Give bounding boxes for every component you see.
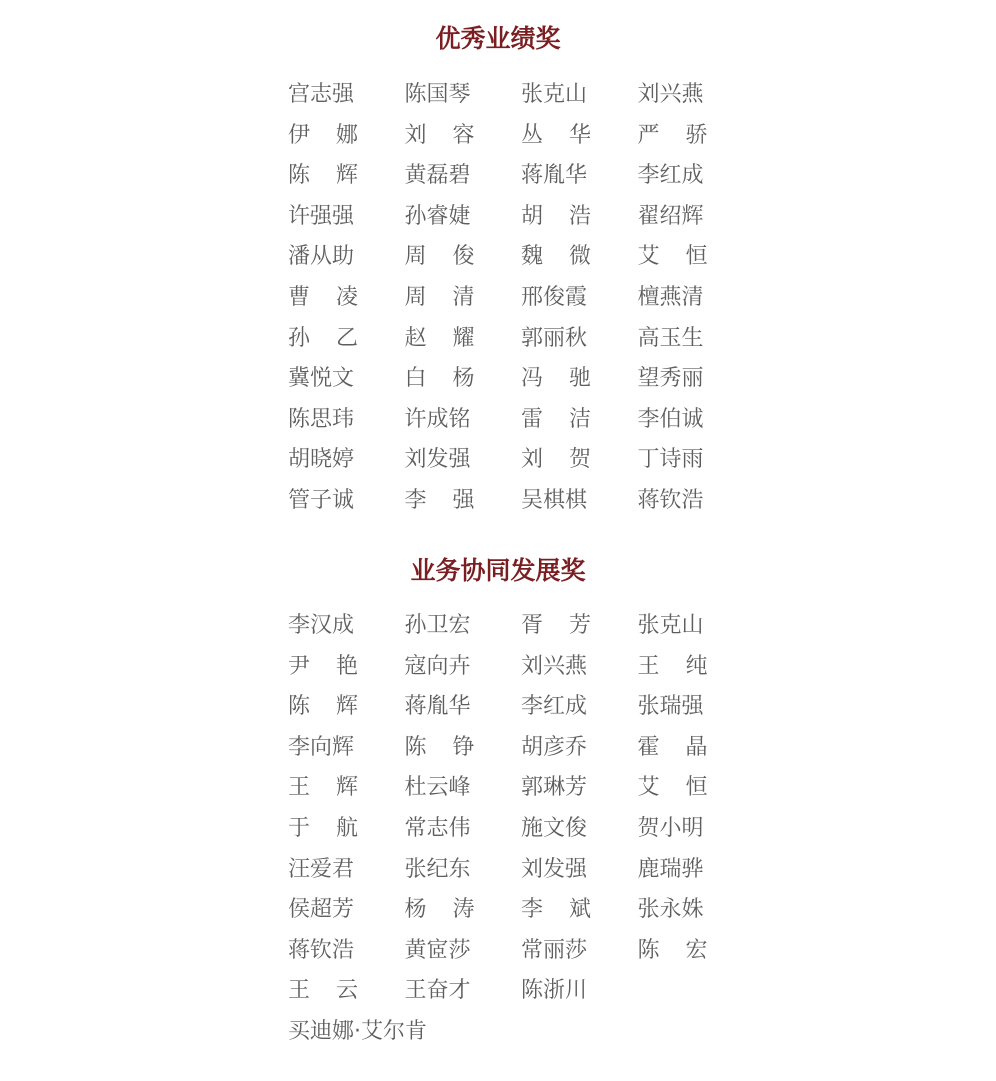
winner-name: 蒋钦浩 [637,487,704,513]
winner-name: 雷 洁 [521,406,591,432]
winner-name: 陈国琴 [404,82,471,107]
winner-name: 严 骄 [637,122,708,148]
winner-name: 胡彦乔 [521,734,588,760]
winner-name: 买迪娜·艾尔肯 [288,1018,427,1044]
winner-name: 高玉生 [637,325,704,351]
winner-name: 丁诗雨 [637,447,704,473]
winner-name: 魏 微 [521,244,591,270]
winner-name: 伊 娜 [288,122,358,148]
winner-name: 张克山 [637,613,704,638]
name-row [288,611,708,652]
winner-name: 刘兴燕 [637,82,704,107]
winner-name: 许强强 [288,203,355,229]
name-row [288,936,708,977]
name-row [288,814,708,855]
winner-name: 刘 贺 [521,447,591,473]
winner-name: 李 斌 [521,897,591,923]
winner-name: 李汉成 [288,613,355,638]
name-row [288,283,708,324]
name-row [288,692,708,733]
name-row [288,324,708,365]
winner-name: 郭琳芳 [521,775,588,801]
winner-name: 李向辉 [288,734,355,760]
winner-name: 杨 涛 [404,897,475,923]
winner-name: 张克山 [521,82,588,107]
winner-name: 李红成 [521,694,588,720]
name-row [288,895,708,936]
name-row [288,1017,708,1058]
winner-name: 邢俊霞 [521,284,588,310]
winner-name: 胡 浩 [521,203,591,229]
winner-name: 望秀丽 [637,366,704,392]
winner-name: 赵 耀 [404,325,475,351]
winner-name: 张永姝 [637,897,704,923]
winner-name: 于 航 [288,815,358,841]
name-row [288,364,708,405]
name-row [288,445,708,486]
name-row [288,652,708,693]
winner-name: 寇向卉 [404,653,471,679]
winner-name: 周 清 [404,284,475,310]
winner-name: 陈浙川 [521,978,588,1004]
winner-name: 孙睿婕 [404,203,471,229]
winner-name: 陈 辉 [288,163,358,189]
winner-name: 王奋才 [404,978,471,1004]
name-row [288,202,708,243]
name-row [288,855,708,896]
winner-name: 李伯诚 [637,406,704,432]
winner-name: 胥 芳 [521,613,591,638]
section-title: 业务协同发展奖 [410,556,586,585]
winner-name: 曹 凌 [288,284,358,310]
winner-name: 刘兴燕 [521,653,588,679]
winner-name: 郭丽秋 [521,325,588,351]
winner-name: 王 云 [288,978,358,1004]
winner-name: 孙卫宏 [404,613,471,638]
winner-name: 刘 容 [404,122,475,148]
winner-name: 李 强 [404,487,475,513]
winner-name: 檀燕清 [637,284,704,310]
winner-name: 吴棋棋 [521,487,588,513]
winner-name: 胡晓婷 [288,447,355,473]
winner-name: 宫志强 [288,82,355,107]
name-grid [288,80,708,527]
winner-name: 刘发强 [404,447,471,473]
winner-name: 白 杨 [404,366,475,392]
name-row [288,976,708,1017]
winner-name: 许成铭 [404,406,471,432]
winner-name: 陈 铮 [404,734,475,760]
winner-name: 丛 华 [521,122,591,148]
winner-name: 尹 艳 [288,653,358,679]
name-row [288,773,708,814]
winner-name: 侯超芳 [288,897,355,923]
winner-name: 蒋胤华 [404,694,471,720]
winner-name: 冀悦文 [288,366,355,392]
winner-name: 孙 乙 [288,325,358,351]
winner-name: 黄宧莎 [404,937,471,963]
winner-name: 黄磊碧 [404,163,471,189]
winner-name: 汪爱君 [288,856,355,882]
name-row [288,121,708,162]
winner-name: 管子诚 [288,487,355,513]
winner-name: 常丽莎 [521,937,588,963]
winner-name: 李红成 [637,163,704,189]
winner-name: 霍 晶 [637,734,708,760]
winner-name: 陈思玮 [288,406,355,432]
winner-name: 陈 辉 [288,694,358,720]
winner-name: 潘从助 [288,244,355,270]
winner-name: 王 辉 [288,775,358,801]
section-title: 优秀业绩奖 [435,24,561,53]
name-row [288,733,708,774]
winner-name: 施文俊 [521,815,588,841]
winner-name: 陈 宏 [637,937,708,963]
winner-name: 冯 驰 [521,366,591,392]
winner-name: 刘发强 [521,856,588,882]
winner-name: 杜云峰 [404,775,471,801]
winner-name: 蒋钦浩 [288,937,355,963]
winner-name: 翟绍辉 [637,203,704,229]
name-row [288,486,708,527]
name-row [288,242,708,283]
winner-name: 周 俊 [404,244,475,270]
name-row [288,405,708,446]
winner-name: 艾 恒 [637,775,708,801]
winner-name: 鹿瑞骅 [637,856,704,882]
winner-name: 常志伟 [404,815,471,841]
winner-name: 蒋胤华 [521,163,588,189]
name-grid [288,611,708,1058]
winner-name: 张瑞强 [637,694,704,720]
name-row [288,161,708,202]
name-row [288,80,708,121]
winner-name: 王 纯 [637,653,708,679]
winner-name: 张纪东 [404,856,471,882]
winner-name: 艾 恒 [637,244,708,270]
winner-name: 贺小明 [637,815,704,841]
